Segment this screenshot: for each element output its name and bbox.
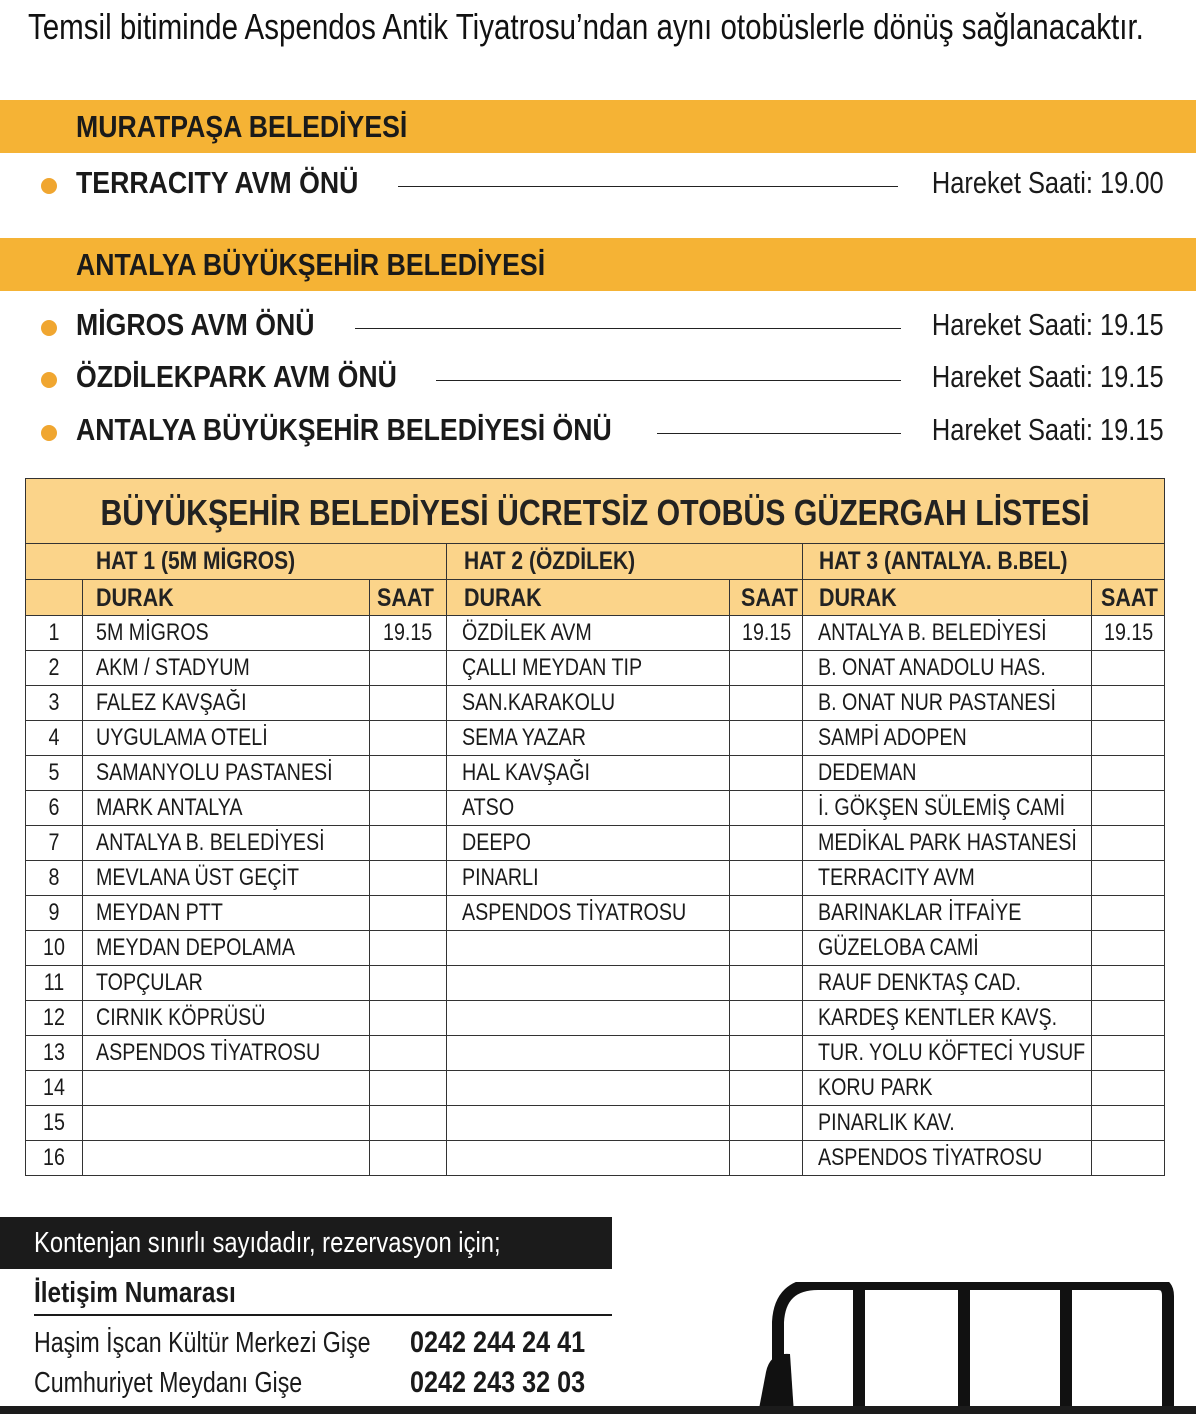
table-row — [26, 825, 1164, 860]
line-2-time: 19.15 — [742, 619, 792, 646]
table-row — [26, 860, 1164, 895]
phone-row — [34, 1364, 634, 1404]
phone-number[interactable]: 0242 244 24 41 — [410, 1326, 586, 1359]
leader-line — [355, 328, 901, 329]
line-1-stop: MEYDAN DEPOLAMA — [96, 934, 296, 961]
section-title: ANTALYA BÜYÜKŞEHİR BELEDİYESİ — [76, 247, 546, 282]
leader-line — [436, 380, 901, 381]
table-row — [26, 1140, 1164, 1175]
stop-column-header: DURAK — [96, 584, 174, 612]
time-column-header: SAAT — [1101, 584, 1158, 612]
line-3-stop: B. ONAT ANADOLU HAS. — [818, 654, 1046, 681]
stop-number: 12 — [43, 1004, 65, 1031]
line-1-stop: 5M MİGROS — [96, 619, 209, 646]
phone-place: Cumhuriyet Meydanı Gişe — [34, 1367, 303, 1399]
time-column-header: SAAT — [377, 584, 434, 612]
line-1-time: 19.15 — [383, 619, 433, 646]
bullet-dot-icon — [41, 372, 57, 388]
stop-number: 16 — [43, 1144, 65, 1171]
line-1-stop: TOPÇULAR — [96, 969, 203, 996]
line-2-header: HAT 2 (ÖZDİLEK) — [464, 547, 636, 575]
table-row — [26, 965, 1164, 1000]
departure-time: Hareket Saati: 19.15 — [932, 359, 1164, 394]
stop-number: 2 — [48, 654, 60, 681]
table-row — [26, 1000, 1164, 1035]
grid-line — [82, 579, 83, 1175]
line-3-stop: KORU PARK — [818, 1074, 933, 1101]
stop-number: 7 — [48, 829, 60, 856]
stop-number: 4 — [48, 724, 60, 751]
line-2-stop: DEEPO — [462, 829, 531, 856]
stop-number: 10 — [43, 934, 65, 961]
route-table-title: BÜYÜKŞEHİR BELEDİYESİ ÜCRETSİZ OTOBÜS GÜZERGAH LİSTESİ — [100, 492, 1090, 533]
line-3-stop: KARDEŞ KENTLER KAVŞ. — [818, 1004, 1058, 1031]
bus-icon — [748, 1282, 1196, 1414]
section-title: MURATPAŞA BELEDİYESİ — [76, 109, 408, 144]
bullet-dot-icon — [41, 178, 57, 194]
line-3-stop: TUR. YOLU KÖFTECİ YUSUF — [818, 1039, 1086, 1066]
stop-row — [0, 409, 1196, 453]
line-3-time: 19.15 — [1104, 619, 1154, 646]
stop-name: ANTALYA BÜYÜKŞEHİR BELEDİYESİ ÖNÜ — [76, 412, 612, 447]
stop-row — [0, 304, 1196, 348]
quota-note-bar — [0, 1217, 612, 1269]
table-row — [26, 1070, 1164, 1105]
stop-name: ÖZDİLEKPARK AVM ÖNÜ — [76, 359, 397, 394]
line-3-stop: ASPENDOS TİYATROSU — [818, 1144, 1043, 1171]
stop-column-header: DURAK — [819, 584, 897, 612]
stop-number: 8 — [48, 864, 60, 891]
line-1-stop: ASPENDOS TİYATROSU — [96, 1039, 321, 1066]
line-3-stop: GÜZELOBA CAMİ — [818, 934, 979, 961]
stop-name: TERRACITY AVM ÖNÜ — [76, 165, 359, 200]
grid-line — [446, 543, 447, 1175]
stop-row — [0, 356, 1196, 400]
grid-line — [1091, 579, 1092, 1175]
phone-number[interactable]: 0242 243 32 03 — [410, 1366, 586, 1399]
table-row — [26, 895, 1164, 930]
time-column-header: SAAT — [741, 584, 798, 612]
stop-row — [0, 162, 1196, 206]
line-2-stop: ÇALLI MEYDAN TIP — [462, 654, 643, 681]
contact-title: İletişim Numarası — [34, 1277, 236, 1309]
line-2-stop: SEMA YAZAR — [462, 724, 586, 751]
column-header-row — [26, 579, 1164, 615]
phone-row — [34, 1324, 634, 1364]
line-1-stop: SAMANYOLU PASTANESİ — [96, 759, 333, 786]
line-3-stop: MEDİKAL PARK HASTANESİ — [818, 829, 1077, 856]
table-row — [26, 1105, 1164, 1140]
stop-number: 11 — [43, 969, 65, 996]
leader-line — [657, 433, 901, 434]
bottom-border — [0, 1406, 1196, 1414]
line-3-stop: BARINAKLAR İTFAİYE — [818, 899, 1022, 926]
line-3-stop: PINARLIK KAV. — [818, 1109, 955, 1136]
line-3-header: HAT 3 (ANTALYA. B.BEL) — [819, 547, 1068, 575]
line-1-stop: UYGULAMA OTELİ — [96, 724, 268, 751]
stop-number: 1 — [48, 619, 60, 646]
table-row — [26, 685, 1164, 720]
section-band-muratpasa — [0, 100, 1196, 153]
line-1-stop: FALEZ KAVŞAĞI — [96, 689, 247, 716]
phone-place: Haşim İşcan Kültür Merkezi Gişe — [34, 1327, 371, 1359]
line-1-stop: MEVLANA ÜST GEÇİT — [96, 864, 300, 891]
line-3-stop: DEDEMAN — [818, 759, 917, 786]
line-3-stop: SAMPİ ADOPEN — [818, 724, 967, 751]
line-2-stop: ATSO — [462, 794, 515, 821]
table-row — [26, 615, 1164, 650]
bullet-dot-icon — [41, 425, 57, 441]
contact-divider — [34, 1314, 612, 1316]
grid-line — [369, 579, 370, 1175]
stop-number: 6 — [48, 794, 60, 821]
table-row — [26, 720, 1164, 755]
table-row — [26, 755, 1164, 790]
table-row — [26, 650, 1164, 685]
stop-number: 3 — [48, 689, 60, 716]
table-row — [26, 790, 1164, 825]
line-3-stop: İ. GÖKŞEN SÜLEMİŞ CAMİ — [818, 794, 1066, 821]
stop-number: 5 — [48, 759, 60, 786]
leader-line — [398, 186, 898, 187]
line-2-stop: SAN.KARAKOLU — [462, 689, 616, 716]
bullet-dot-icon — [41, 320, 57, 336]
line-2-stop: ASPENDOS TİYATROSU — [462, 899, 687, 926]
intro-text: Temsil bitiminde Aspendos Antik Tiyatrosu’ndan aynı otobüslerle dönüş sağlanacaktır. — [28, 6, 1144, 47]
stop-name: MİGROS AVM ÖNÜ — [76, 307, 315, 342]
grid-line — [802, 543, 803, 1175]
line-1-stop: MARK ANTALYA — [96, 794, 243, 821]
stop-number: 9 — [48, 899, 60, 926]
stop-number: 13 — [43, 1039, 65, 1066]
line-1-header: HAT 1 (5M MİGROS) — [96, 547, 296, 575]
stop-column-header: DURAK — [464, 584, 542, 612]
stop-number: 15 — [43, 1109, 65, 1136]
line-3-stop: RAUF DENKTAŞ CAD. — [818, 969, 1022, 996]
route-table — [25, 478, 1165, 1176]
line-1-stop: CIRNIK KÖPRÜSÜ — [96, 1004, 266, 1031]
grid-line — [729, 579, 730, 1175]
line-1-stop: MEYDAN PTT — [96, 899, 223, 926]
line-3-stop: ANTALYA B. BELEDİYESİ — [818, 619, 1047, 646]
table-row — [26, 930, 1164, 965]
line-3-stop: TERRACITY AVM — [818, 864, 975, 891]
route-table-title-bar — [26, 479, 1164, 543]
departure-time: Hareket Saati: 19.15 — [932, 412, 1164, 447]
line-3-stop: B. ONAT NUR PASTANESİ — [818, 689, 1057, 716]
departure-time: Hareket Saati: 19.15 — [932, 307, 1164, 342]
departure-time: Hareket Saati: 19.00 — [932, 165, 1164, 200]
quota-note: Kontenjan sınırlı sayıdadır, rezervasyon için; — [34, 1227, 501, 1259]
stop-number: 14 — [43, 1074, 65, 1101]
line-header-row — [26, 543, 1164, 579]
line-2-stop: ÖZDİLEK AVM — [462, 619, 592, 646]
line-1-stop: AKM / STADYUM — [96, 654, 250, 681]
line-2-stop: HAL KAVŞAĞI — [462, 759, 590, 786]
line-2-stop: PINARLI — [462, 864, 539, 891]
line-1-stop: ANTALYA B. BELEDİYESİ — [96, 829, 325, 856]
table-row — [26, 1035, 1164, 1070]
section-band-antalya-bb — [0, 238, 1196, 291]
